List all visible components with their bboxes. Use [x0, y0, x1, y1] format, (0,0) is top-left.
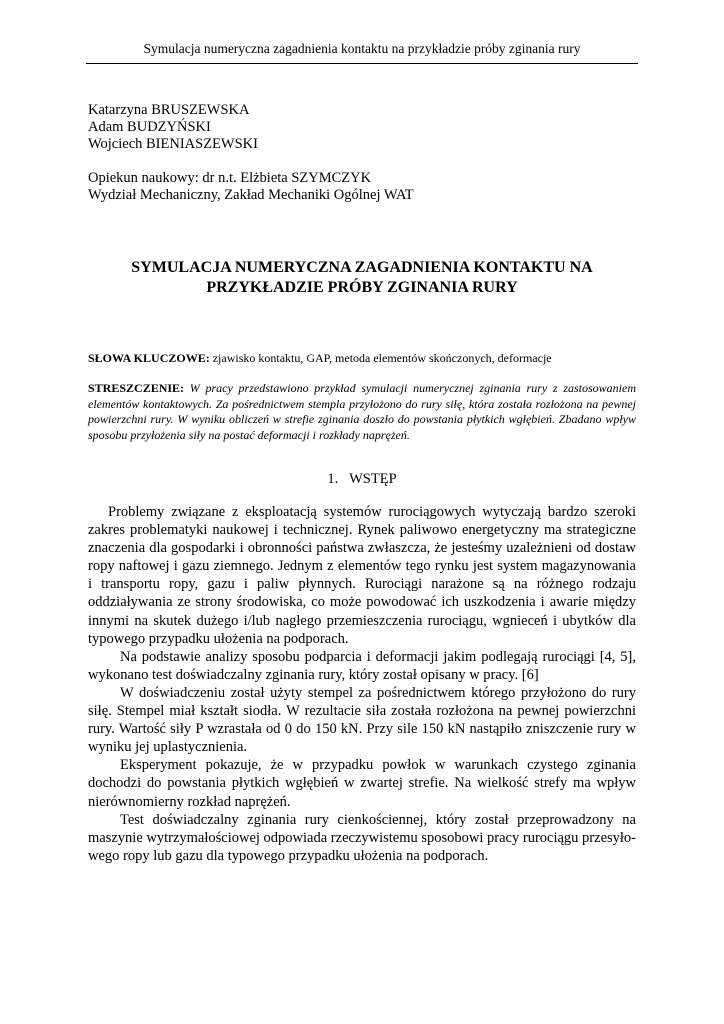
author-name: Adam BUDZYŃSKI: [88, 119, 211, 135]
paragraph: Test doświadczalny zginania rury cienkościennej, który został przeprowadzony na maszynie wytrzymałościowej odpowiada rzeczywistemu sposobowi pracy rurociągu przesyło-wego ropy lub gazu dla typowego przypadku ułożenia na podporach.: [88, 811, 637, 864]
keywords: [88, 350, 636, 366]
paragraph: W doświadczeniu został użyty stempel za pośrednictwem którego przyłożono do rury siłę. Stempel miał kształt siodła. W rezultacie siła została rozłożona na pewnej powierzchni rury. Wartość siły P wzrastała od 0 do 150 kN. Przy sile 150 kN nastąpiło zniszczenie rury w wyniku jej uplastycznienia.: [88, 684, 636, 756]
abstract: [88, 381, 636, 443]
affiliation-line: Wydział Mechaniczny, Zakład Mechaniki Ogólnej WAT: [88, 187, 414, 203]
body-text: [88, 503, 636, 865]
paragraph: Problemy związane z eksploatacją systemów rurociągowych wytyczają bardzo szeroki zakres problematyki naukowej i technicznej. Rynek paliwowo energetyczny ma strategiczne znaczenia dla gospodarki i obronności państwa zwłaszcza, że jesteśmy uzależnieni od dostaw ropy naftowej i gazu ziemnego. Jednym z elementów tego rynku jest system magazynowania i transportu ropy, gazu i paliw płynnych. Rurociągi narażone są na różnego rodzaju oddziaływania ze strony środowiska, co może powodować ich uszkodzenia i awarie między innymi na skutek dużego i/lub nagłego przemieszczenia rurociągu, wgnieceń i ubytków dla typowego przypadku ułożenia na podporach.: [88, 504, 636, 647]
paper-title: [88, 258, 636, 298]
paper-title-line: SYMULACJA NUMERYCZNA ZAGADNIENIA KONTAKTU NA: [131, 259, 593, 276]
paragraph: Na podstawie analizy sposobu podparcia i deformacji jakim podlegają rurociągi [4, 5], wykonano test doświadczalny zginania rury, który został opisany w pracy. [6]: [88, 648, 636, 683]
abstract-label: STRESZCZENIE:: [88, 381, 185, 395]
paragraph: Eksperyment pokazuje, że w przypadku powłok w warunkach czystego zginania dochodzi do powstania płytkich wgłębień w zwartej strefie. Na wielkość strefy ma wpływ nierównomierny rozkład naprężeń.: [88, 757, 636, 810]
supervisor-block: [88, 170, 414, 204]
section-title: WSTĘP: [349, 471, 397, 487]
author-name: Katarzyna BRUSZEWSKA: [88, 102, 250, 118]
header-rule: [86, 63, 638, 64]
keywords-text: zjawisko kontaktu, GAP, metoda elementów skończonych, deformacje: [212, 351, 552, 365]
paper-title-line: PRZYKŁADZIE PRÓBY ZGINANIA RURY: [206, 279, 518, 296]
section-heading: [88, 470, 636, 488]
keywords-label: SŁOWA KLUCZOWE:: [88, 351, 210, 365]
running-header: Symulacja numeryczna zagadnienia kontaktu na przykładzie próby zginania rury: [143, 41, 581, 56]
author-list: [88, 102, 258, 153]
section-number: 1.: [327, 471, 339, 487]
abstract-text: W pracy przedstawiono przykład symulacji numerycznej zginania rury z zastosowaniem elementów kontaktowych. Za pośrednictwem stempla przyłożono do rury siłę, która została rozłożona na pewnej powierzchni rury. W wyniku obliczeń w strefie zginania doszło do powstania płytkich wgłębień. Zbadano wpływ sposobu przyłożenia siły na postać deformacji i rozkłady naprężeń.: [88, 381, 636, 442]
supervisor-line: Opiekun naukowy: dr n.t. Elżbieta SZYMCZYK: [88, 170, 372, 186]
author-name: Wojciech BIENIASZEWSKI: [88, 136, 258, 152]
